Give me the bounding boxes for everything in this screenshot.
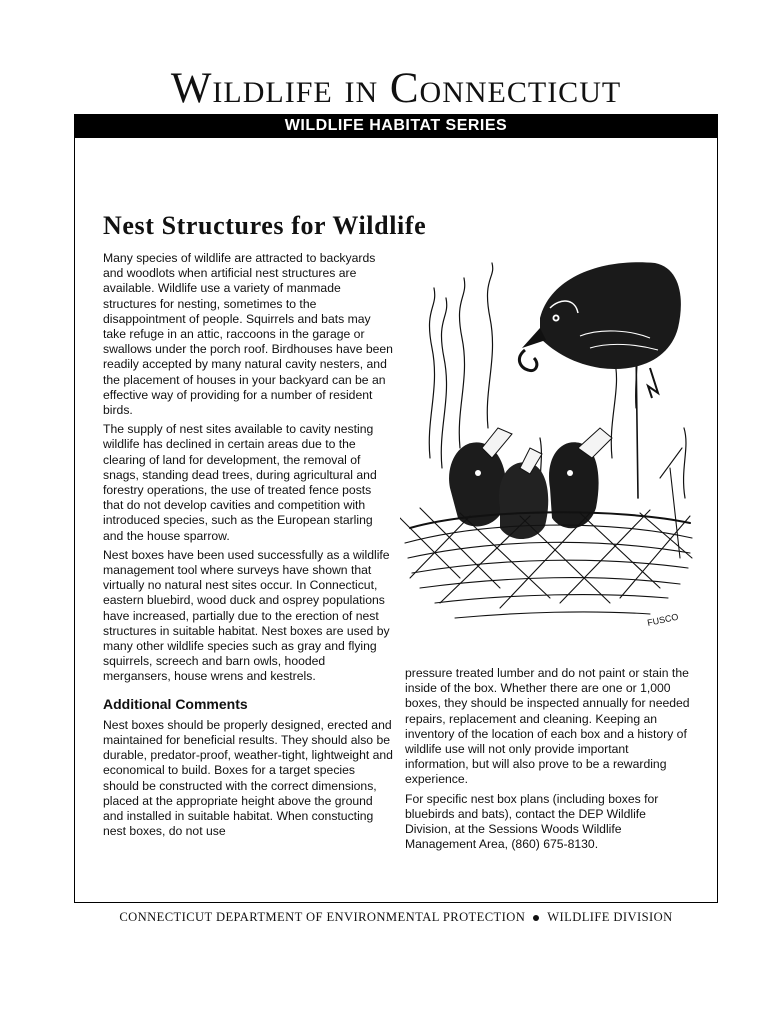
article-title: Nest Structures for Wildlife <box>103 211 427 240</box>
paragraph-contact: For specific nest box plans (including boxes for bluebirds and bats), contact the DEP Wildlife Division, at the Sessions Woods Wildlife Management Area, (860) 675-8130. <box>405 791 659 852</box>
paragraph-intro: Many species of wildlife are attracted to backyards and woodlots when artificial nest structures are available. Wildlife use a variety of manmade structures for nesting, sometimes to the disappointment of people. Squirrels and bats may take refuge in an attic, raccoons in the garage or swallows under the porch roof. Birdhouses have been readily accepted by many natural cavity nesters, and the placement of houses in your backyard can be an effective way of providing for a number of resident birds. <box>103 251 393 418</box>
paragraph-nest-boxes: Nest boxes have been used successfully as a wildlife management tool where surveys have shown that virtually no natural nest sites occur. In Connecticut, eastern bluebird, wood duck and osprey populations have increased, partially due to the erection of nest structures in suitable habitat. Nest boxes are used by many other wildlife species such as gray and flying squirrels, screech and barn owls, hooded mergansers, house wrens and kestrels. <box>103 547 390 684</box>
additional-comments-heading: Additional Comments <box>103 695 248 712</box>
footer <box>74 908 718 926</box>
paragraph-supply: The supply of nest sites available to cavity nesting wildlife has declined in certain areas due to the clearing of land for development, the removal of snags, standing dead trees, during agricultural and forestry operations, the use of treated fence posts that do not develop cavities and competition with introduced species, such as the European starling and the house sparrow. <box>103 422 377 543</box>
illustration-signature: FUSCO <box>646 611 680 628</box>
left-column <box>103 251 393 843</box>
bullet-separator <box>533 915 539 921</box>
series-banner: WILDLIFE HABITAT SERIES <box>74 114 718 138</box>
footer-division: WILDLIFE DIVISION <box>547 910 673 924</box>
footer-department: CONNECTICUT DEPARTMENT OF ENVIRONMENTAL PROTECTION <box>119 910 526 924</box>
paragraph-inspection: pressure treated lumber and do not paint or stain the inside of the box. Whether there are one or 1,000 boxes, they should be inspected annually for needed repairs, replacement and cleaning. Keeping an inventory of the location of each box and a history of wildlife use will not only provide important information, but will also prove to be a rewarding experience. <box>405 666 690 787</box>
bird-nest-illustration <box>400 258 696 638</box>
masthead-title: Wildlife in Connecticut <box>170 65 622 112</box>
right-column <box>405 666 695 856</box>
paragraph-additional-comments: Nest boxes should be properly designed, erected and maintained for beneficial results. They should also be durable, predator-proof, weather-tight, lightweight and economical to build. Boxes for a target species should be constructed with the correct dimensions, placed at the appropriate height above the ground and installed in suitable habitat. When constucting nest boxes, do not use <box>103 717 393 839</box>
